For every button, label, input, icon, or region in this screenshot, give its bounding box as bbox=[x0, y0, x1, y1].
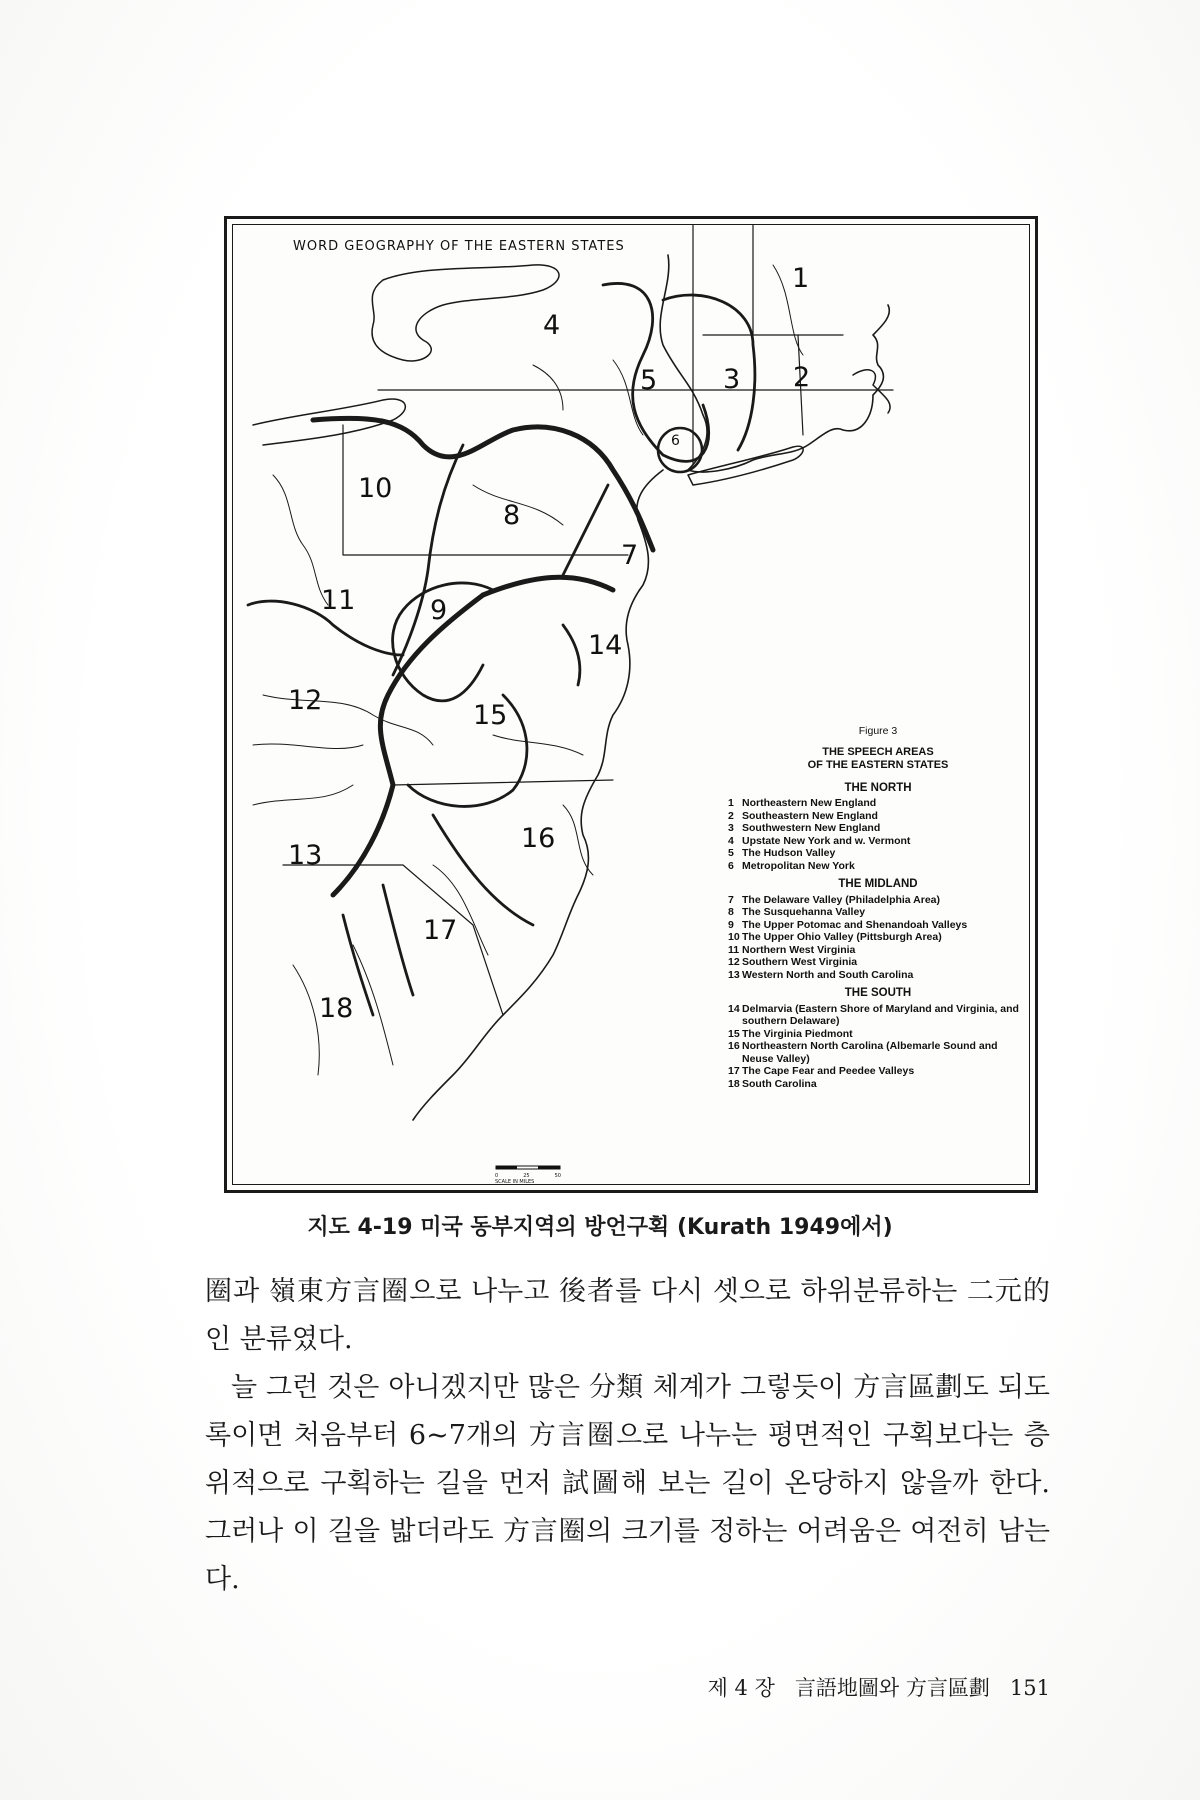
area-number-11: 11 bbox=[321, 585, 356, 616]
legend-item bbox=[728, 860, 1028, 873]
legend-item-number: 7 bbox=[728, 893, 734, 906]
area-number-17: 17 bbox=[423, 915, 458, 946]
legend-item bbox=[728, 894, 1028, 907]
legend-item bbox=[728, 931, 1028, 944]
river bbox=[253, 744, 363, 749]
major-boundary bbox=[483, 577, 613, 595]
area-number-12: 12 bbox=[288, 685, 323, 716]
river bbox=[253, 785, 353, 805]
figure-caption: 지도 4-19 미국 동부지역의 방언구획 (Kurath 1949에서) bbox=[307, 1215, 893, 1240]
legend-item-number: 13 bbox=[728, 968, 740, 981]
legend-title-line: THE SPEECH AREAS bbox=[822, 745, 934, 758]
legend-item bbox=[728, 944, 1028, 957]
area-number-2: 2 bbox=[793, 362, 811, 393]
legend-item bbox=[728, 969, 1028, 982]
area-boundary bbox=[563, 625, 580, 685]
legend-item bbox=[728, 906, 1028, 919]
area-number-10: 10 bbox=[358, 473, 393, 504]
paragraph: 圈과 嶺東方言圈으로 나누고 後者를 다시 셋으로 하위분류하는 二元的인 분류였다. bbox=[205, 1276, 1050, 1355]
legend-item-text: Western North and South Carolina bbox=[742, 968, 914, 981]
area-number-5: 5 bbox=[640, 365, 658, 396]
legend-item bbox=[728, 1040, 1028, 1065]
legend-item bbox=[728, 919, 1028, 932]
legend-item-text: Delmarvia (Eastern Shore of Maryland and Virginia, and southern Delaware) bbox=[742, 1002, 1019, 1027]
legend-item-number: 11 bbox=[728, 943, 740, 956]
legend-item bbox=[728, 1065, 1028, 1078]
paragraph: 늘 그런 것은 아니겠지만 많은 分類 체계가 그렇듯이 方言區劃도 되도록이면 처음부터 6~7개의 方言圈으로 나누는 평면적인 구획보다는 층위적으로 구획하는 길을 먼저 試圖해 보는 길이 온당하지 않을까 한다. 그러나 이 길을 밟더라도 方言圈의 크기를 정하는 어려움은 여전히 남는다. bbox=[205, 1372, 1050, 1595]
area-number-16: 16 bbox=[521, 823, 556, 854]
map-legend bbox=[728, 725, 1028, 1090]
area-boundary bbox=[383, 885, 413, 995]
legend-item-text: Southeastern New England bbox=[742, 809, 878, 822]
chapter-title: 言語地圖와 方言區劃 bbox=[794, 1676, 990, 1700]
area-number-13: 13 bbox=[288, 840, 323, 871]
legend-item-number: 4 bbox=[728, 834, 734, 847]
legend-item-number: 6 bbox=[728, 859, 734, 872]
area-number-1: 1 bbox=[792, 263, 810, 294]
legend-item-text: Northeastern New England bbox=[742, 797, 877, 809]
area-number-9: 9 bbox=[430, 595, 448, 626]
legend-title-line: OF THE EASTERN STATES bbox=[807, 758, 949, 771]
legend-item-text: The Susquehanna Valley bbox=[742, 906, 866, 918]
legend-item-text: The Virginia Piedmont bbox=[742, 1027, 853, 1040]
legend-item-text: Upstate New York and w. Vermont bbox=[742, 834, 911, 847]
chapter-number: 제 4 장 bbox=[707, 1676, 775, 1700]
scale-tick: 50 bbox=[554, 1173, 561, 1179]
legend-list bbox=[728, 894, 1028, 982]
area-number-8: 8 bbox=[503, 500, 521, 531]
figure-label: Figure 3 bbox=[858, 725, 898, 737]
area-boundary bbox=[563, 485, 608, 575]
river bbox=[533, 365, 563, 410]
state-border bbox=[393, 780, 613, 785]
area-number-3: 3 bbox=[723, 364, 741, 395]
legend-item-number: 17 bbox=[728, 1065, 740, 1077]
area-boundary bbox=[408, 695, 527, 806]
page-number: 151 bbox=[1009, 1676, 1050, 1700]
legend-item bbox=[728, 1003, 1028, 1028]
legend-section-heading: THE SOUTH bbox=[844, 987, 912, 999]
legend-item bbox=[728, 810, 1028, 823]
scale-tick: 25 bbox=[523, 1173, 530, 1179]
river bbox=[293, 965, 319, 1075]
legend-section-heading: THE NORTH bbox=[844, 781, 912, 794]
state-border bbox=[283, 865, 503, 1015]
legend-item-number: 9 bbox=[728, 918, 734, 931]
scale-bar bbox=[495, 1163, 561, 1185]
scale-tick: 0 bbox=[495, 1173, 499, 1179]
area-boundary bbox=[433, 815, 533, 925]
legend-item-number: 16 bbox=[728, 1040, 740, 1052]
legend-item-text: The Upper Ohio Valley (Pittsburgh Area) bbox=[742, 931, 942, 943]
legend-item bbox=[728, 835, 1028, 848]
body-text bbox=[205, 1268, 1050, 1604]
legend-item-text: Southwestern New England bbox=[742, 822, 881, 834]
map-title: WORD GEOGRAPHY OF THE EASTERN STATES bbox=[293, 239, 625, 254]
lake-outline bbox=[372, 265, 559, 361]
legend-item-number: 15 bbox=[728, 1027, 740, 1040]
legend-item bbox=[728, 1078, 1028, 1091]
legend-item-number: 12 bbox=[728, 956, 740, 968]
legend-item-number: 18 bbox=[728, 1077, 740, 1090]
legend-item-text: The Delaware Valley (Philadelphia Area) bbox=[742, 893, 941, 906]
legend-list bbox=[728, 797, 1028, 872]
river bbox=[273, 475, 328, 605]
river bbox=[493, 735, 583, 755]
legend-item-number: 1 bbox=[728, 797, 734, 809]
legend-item-text: The Cape Fear and Peedee Valleys bbox=[742, 1065, 915, 1077]
legend-item-text: Southern West Virginia bbox=[742, 956, 858, 968]
legend-item-number: 8 bbox=[728, 906, 734, 918]
legend-item-text: The Upper Potomac and Shenandoah Valleys bbox=[742, 918, 968, 931]
area-number-15: 15 bbox=[473, 700, 508, 731]
scale-label: SCALE IN MILES bbox=[495, 1179, 535, 1185]
area-number-6: 6 bbox=[671, 433, 680, 449]
legend-item bbox=[728, 797, 1028, 810]
legend-item-number: 2 bbox=[728, 809, 734, 822]
scale-bar-graphic bbox=[495, 1163, 561, 1171]
legend-item-text: The Hudson Valley bbox=[742, 847, 836, 859]
map-frame bbox=[232, 224, 1030, 1185]
coastline bbox=[660, 255, 889, 472]
legend-item-text: Northern West Virginia bbox=[742, 943, 856, 956]
legend-item bbox=[728, 847, 1028, 860]
legend-title bbox=[728, 746, 1028, 772]
legend-item-text: South Carolina bbox=[742, 1077, 817, 1090]
legend-item-number: 10 bbox=[728, 931, 740, 943]
legend-item bbox=[728, 956, 1028, 969]
legend-item bbox=[728, 1028, 1028, 1041]
legend-item-text: Northeastern North Carolina (Albemarle Sound and Neuse Valley) bbox=[742, 1040, 998, 1065]
area-number-7: 7 bbox=[621, 540, 639, 571]
running-footer bbox=[670, 1672, 1050, 1702]
legend-item-number: 3 bbox=[728, 822, 734, 834]
area-number-4: 4 bbox=[543, 310, 561, 341]
legend-item-text: Metropolitan New York bbox=[742, 859, 855, 872]
metro-circle bbox=[658, 428, 702, 472]
area-number-18: 18 bbox=[319, 993, 354, 1024]
legend-item-number: 14 bbox=[728, 1002, 740, 1015]
river bbox=[353, 945, 393, 1065]
legend-item-number: 5 bbox=[728, 847, 734, 859]
area-number-14: 14 bbox=[588, 630, 623, 661]
map-figure bbox=[224, 216, 1038, 1193]
legend-list bbox=[728, 1003, 1028, 1091]
legend-item bbox=[728, 822, 1028, 835]
legend-section-heading: THE MIDLAND bbox=[838, 878, 918, 890]
